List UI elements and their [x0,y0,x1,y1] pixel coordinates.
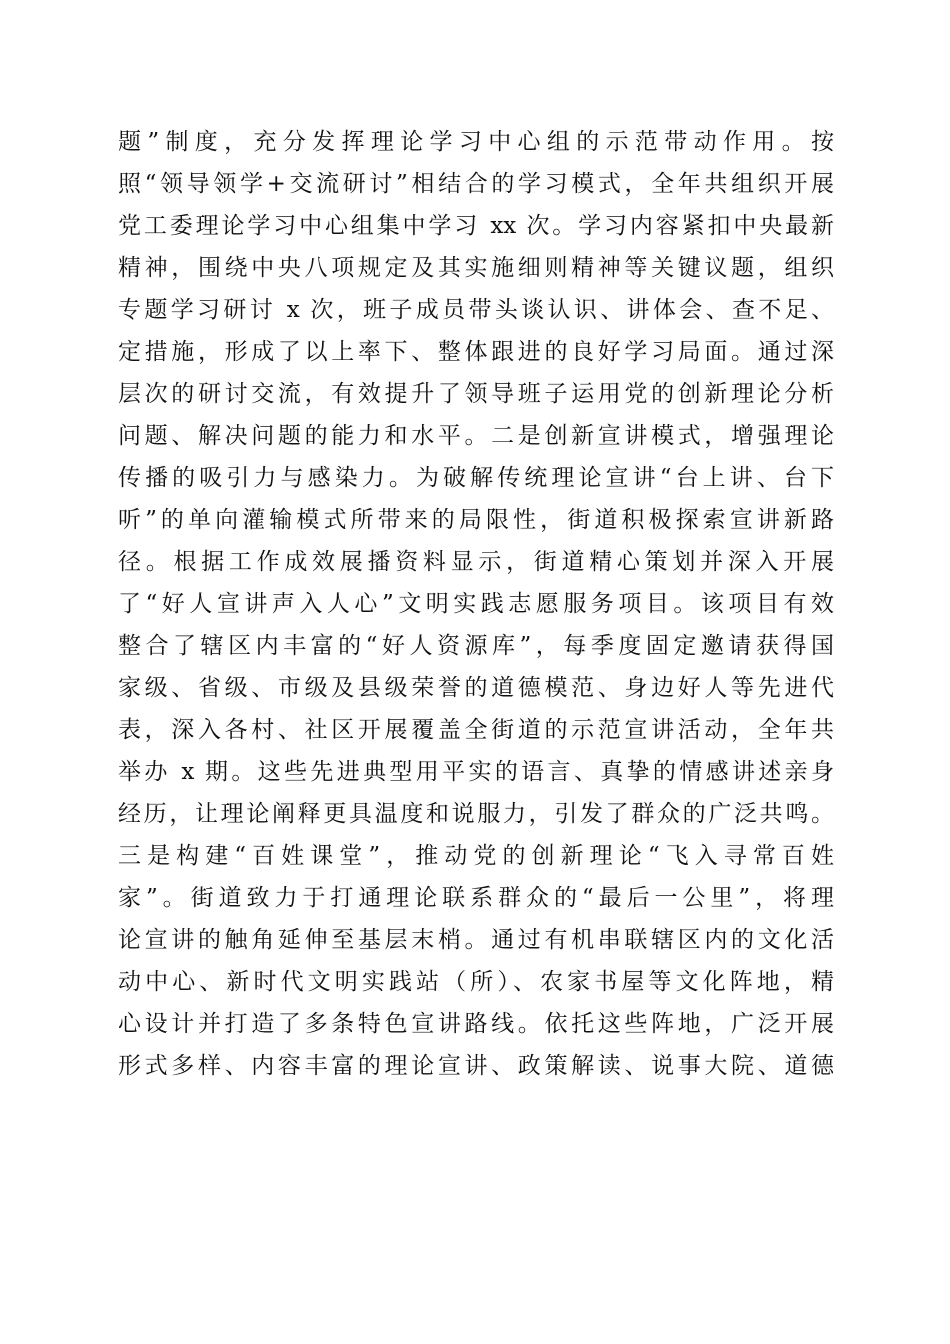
text-line: 动中心、新时代文明实践站（所）、农家书屋等文化阵地，精 [118,969,834,995]
text-line: 心设计并打造了多条特色宣讲路线。依托这些阵地，广泛开展 [118,1011,834,1037]
text-line: 整合了辖区内丰富的“好人资源库”，每季度固定邀请获得国 [118,633,834,659]
text-line: 层次的研讨交流，有效提升了领导班子运用党的创新理论分析 [118,381,834,407]
text-line: 听”的单向灌输模式所带来的局限性，街道积极探索宣讲新路 [118,507,834,533]
text-line: 径。根据工作成效展播资料显示，街道精心策划并深入开展 [118,549,834,575]
text-line: 表，深入各村、社区开展覆盖全街道的示范宣讲活动，全年共 [118,717,834,743]
text-line: 党工委理论学习中心组集中学习 xx 次。学习内容紧扣中央最新 [118,213,834,239]
text-line: 精神，围绕中央八项规定及其实施细则精神等关键议题，组织 [118,255,834,281]
text-line: 形式多样、内容丰富的理论宣讲、政策解读、说事大院、道德 [118,1053,834,1079]
text-line: 专题学习研讨 x 次，班子成员带头谈认识、讲体会、查不足、 [118,297,834,323]
text-line: 三是构建“百姓课堂”，推动党的创新理论“飞入寻常百姓 [118,843,834,869]
text-line: 问题、解决问题的能力和水平。二是创新宣讲模式，增强理论 [118,423,834,449]
text-line: 题”制度，充分发挥理论学习中心组的示范带动作用。按 [118,129,834,155]
text-line: 经历，让理论阐释更具温度和说服力，引发了群众的广泛共鸣。 [118,801,834,827]
text-line: 论宣讲的触角延伸至基层末梢。通过有机串联辖区内的文化活 [118,927,834,953]
text-line: 照“领导领学+交流研讨”相结合的学习模式，全年共组织开展 [118,171,834,197]
text-line: 传播的吸引力与感染力。为破解传统理论宣讲“台上讲、台下 [118,465,834,491]
text-line: 定措施，形成了以上率下、整体跟进的良好学习局面。通过深 [118,339,834,365]
text-line: 举办 x 期。这些先进典型用平实的语言、真挚的情感讲述亲身 [118,759,834,785]
body-paragraph [118,121,838,1087]
text-line: 家”。街道致力于打通理论联系群众的“最后一公里”，将理 [118,885,834,911]
text-line: 了“好人宣讲声入人心”文明实践志愿服务项目。该项目有效 [118,591,834,617]
text-line: 家级、省级、市级及县级荣誉的道德模范、身边好人等先进代 [118,675,834,701]
